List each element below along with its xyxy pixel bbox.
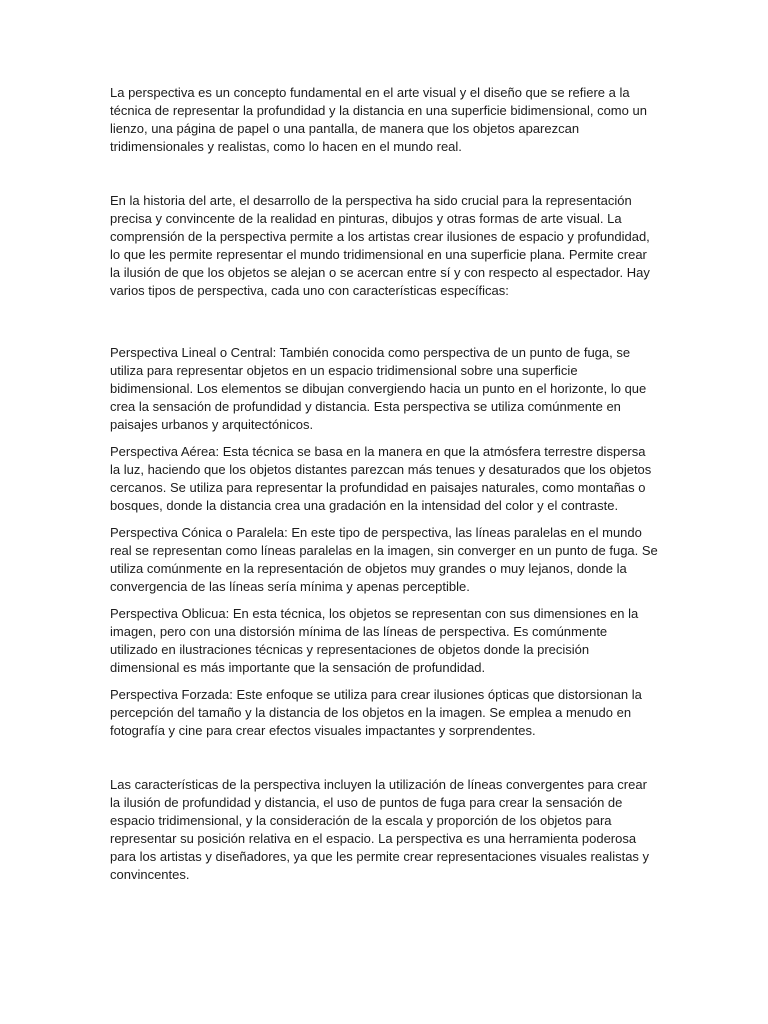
document-page [110, 84, 658, 884]
paragraph-lineal: Perspectiva Lineal o Central: También conocida como perspectiva de un punto de fuga, se utiliza para representar objetos en un espacio tridimensional sobre una superficie bidimensional. Los elementos se dibujan convergiendo hacia un punto en el horizonte, lo que crea la sensación de profundidad y distancia. Esta perspectiva se utiliza comúnmente en paisajes urbanos y arquitectónicos. [110, 345, 647, 432]
paragraph-aerea: Perspectiva Aérea: Esta técnica se basa en la manera en que la atmósfera terrestre dispersa la luz, haciendo que los objetos distantes parezcan más tenues y desaturados que los objetos cercanos. Se utiliza para representar la profundidad en paisajes naturales, como montañas o bosques, donde la distancia crea una gradación en la intensidad del color y el contraste. [110, 444, 652, 513]
paragraph-forzada: Perspectiva Forzada: Este enfoque se utiliza para crear ilusiones ópticas que distorsionan la percepción del tamaño y la distancia de los objetos en la imagen. Se emplea a menudo en fotografía y cine para crear efectos visuales impactantes y sorprendentes. [110, 687, 642, 738]
paragraph-caracteristicas: Las características de la perspectiva incluyen la utilización de líneas convergentes para crear la ilusión de profundidad y distancia, el uso de puntos de fuga para crear la sensación de espacio tridimensional, y la consideración de la escala y proporción de los objetos para representar su posición relativa en el espacio. La perspectiva es una herramienta poderosa para los artistas y diseñadores, ya que les permite crear representaciones visuales realistas y convincentes. [110, 777, 650, 882]
paragraph-history: En la historia del arte, el desarrollo de la perspectiva ha sido crucial para la representación precisa y convincente de la realidad en pinturas, dibujos y otras formas de arte visual. La comprensión de la perspectiva permite a los artistas crear ilusiones de espacio y profundidad, lo que les permite representar el mundo tridimensional en una superficie plana. Permite crear la ilusión de que los objetos se alejan o se acercan entre sí y con respecto al espectador. Hay varios tipos de perspectiva, cada uno con características específicas: [110, 193, 650, 298]
paragraph-intro: La perspectiva es un concepto fundamental en el arte visual y el diseño que se refiere a la técnica de representar la profundidad y la distancia en una superficie bidimensional, como un lienzo, una página de papel o una pantalla, de manera que los objetos aparezcan tridimensionales y realistas, como lo hacen en el mundo real. [110, 85, 647, 154]
paragraph-conica: Perspectiva Cónica o Paralela: En este tipo de perspectiva, las líneas paralelas en el mundo real se representan como líneas paralelas en la imagen, sin converger en un punto de fuga. Se utiliza comúnmente en la representación de objetos muy grandes o muy lejanos, donde la convergencia de las líneas sería mínima y apenas perceptible. [110, 525, 658, 594]
paragraph-oblicua: Perspectiva Oblicua: En esta técnica, los objetos se representan con sus dimensiones en la imagen, pero con una distorsión mínima de las líneas de perspectiva. Es comúnmente utilizado en ilustraciones técnicas y representaciones de objetos donde la precisión dimensional es más importante que la sensación de profundidad. [110, 606, 639, 675]
